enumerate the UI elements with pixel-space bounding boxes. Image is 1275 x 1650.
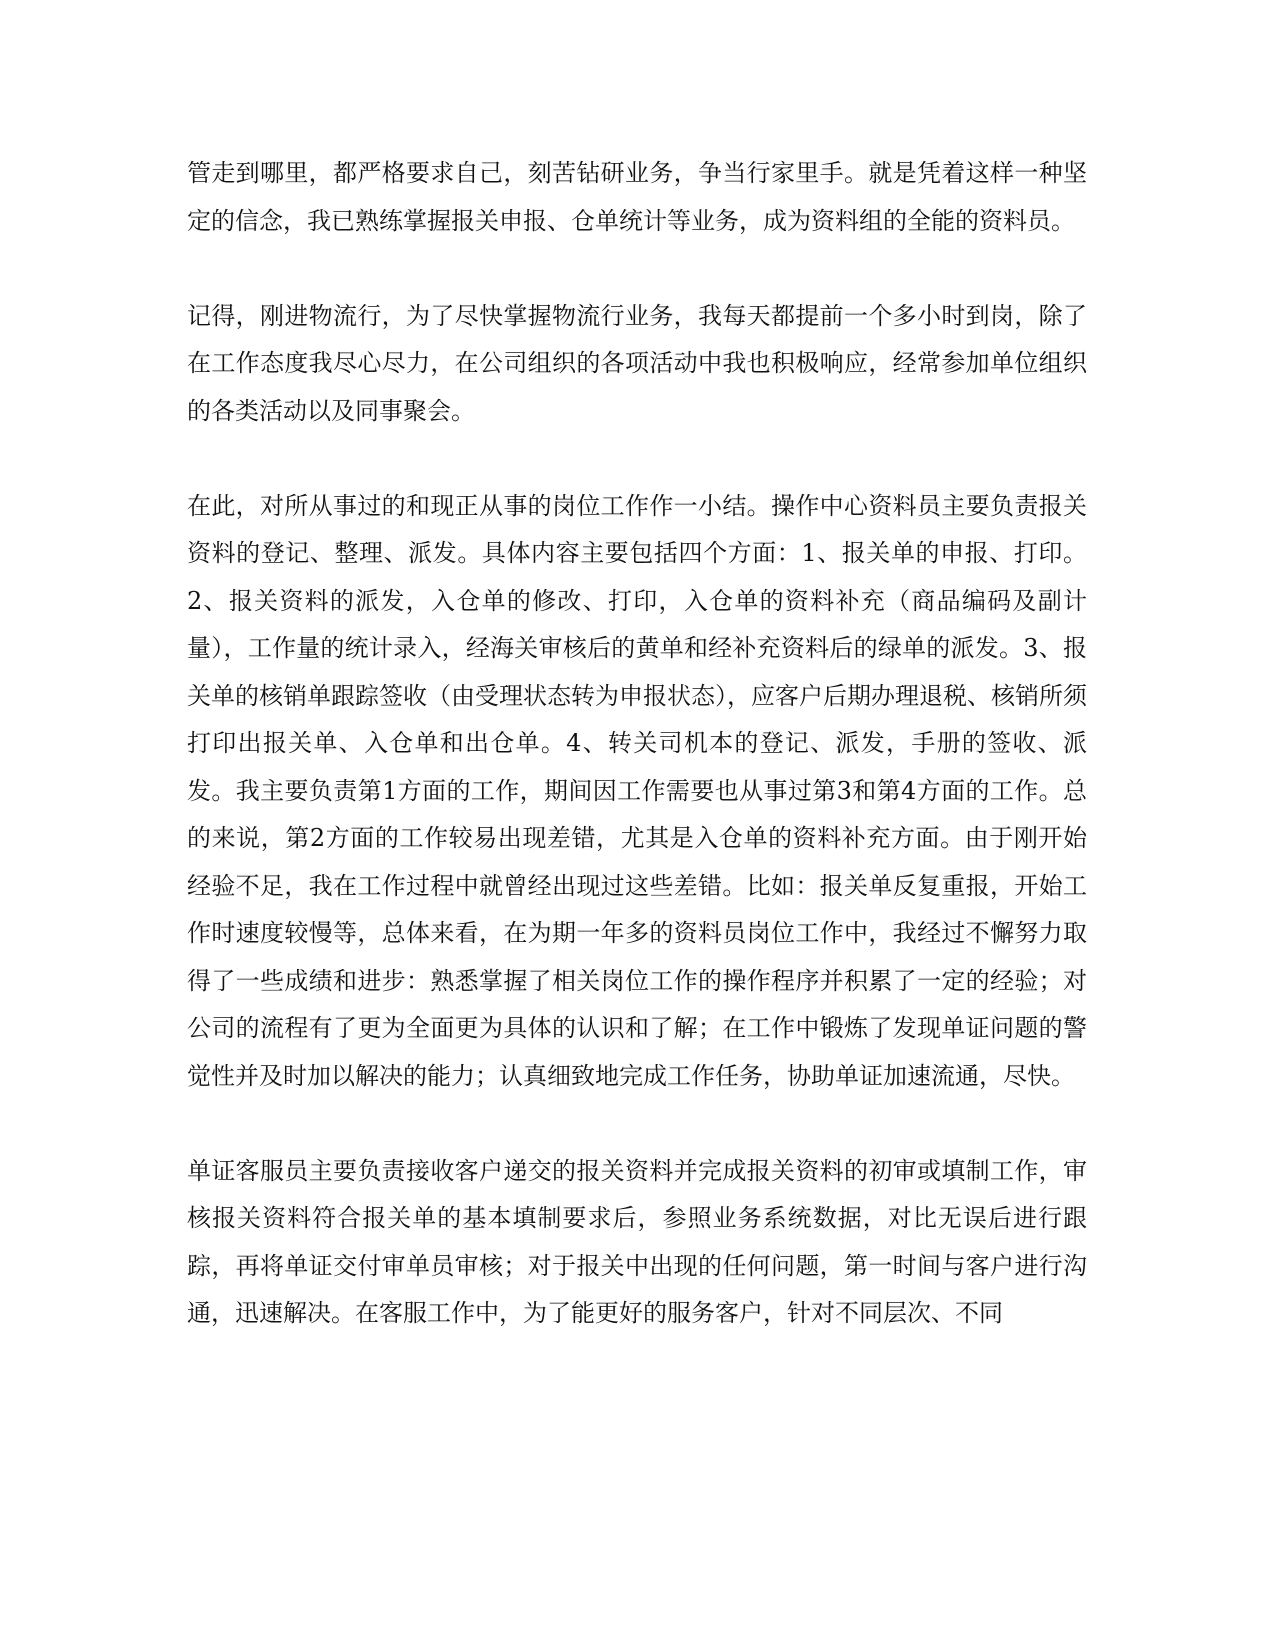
paragraph-4: 单证客服员主要负责接收客户递交的报关资料并完成报关资料的初审或填制工作，审核报关资料符合报关单的基本填制要求后，参照业务系统数据，对比无误后进行跟踪，再将单证交付审单员审核；对于报关中出现的任何问题，第一时间与客户进行沟通，迅速解决。在客服工作中，为了能更好的服务客户，针对不同层次、不同 [187, 1156, 1087, 1327]
paragraph-3: 在此，对所从事过的和现正从事的岗位工作作一小结。操作中心资料员主要负责报关资料的登记、整理、派发。具体内容主要包括四个方面：1、报关单的申报、打印。2、报关资料的派发，入仓单的修改、打印，入仓单的资料补充（商品编码及副计量），工作量的统计录入，经海关审核后的黄单和经补充资料后的绿单的派发。3、报关单的核销单跟踪签收（由受理状态转为申报状态），应客户后期办理退税、核销所须打印出报关单、入仓单和出仓单。4、转关司机本的登记、派发，手册的签收、派发。我主要负责第1方面的工作，期间因工作需要也从事过第3和第4方面的工作。总的来说，第2方面的工作较易出现差错，尤其是入仓单的资料补充方面。由于刚开始经验不足，我在工作过程中就曾经出现过这些差错。比如：报关单反复重报，开始工作时速度较慢等，总体来看，在为期一年多的资料员岗位工作中，我经过不懈努力取得了一些成绩和进步：熟悉掌握了相关岗位工作的操作程序并积累了一定的经验；对公司的流程有了更为全面更为具体的认识和了解；在工作中锻炼了发现单证问题的警觉性并及时加以解决的能力；认真细致地完成工作任务，协助单证加速流通，尽快。 [187, 491, 1087, 1090]
paragraph-1: 管走到哪里，都严格要求自己，刻苦钻研业务，争当行家里手。就是凭着这样一种坚定的信念，我已熟练掌握报关申报、仓单统计等业务，成为资料组的全能的资料员。 [187, 159, 1087, 235]
paragraph-2: 记得，刚进物流行，为了尽快掌握物流行业务，我每天都提前一个多小时到岗，除了在工作态度我尽心尽力，在公司组织的各项活动中我也积极响应，经常参加单位组织的各类活动以及同事聚会。 [187, 301, 1087, 425]
document-body [187, 150, 1087, 1338]
